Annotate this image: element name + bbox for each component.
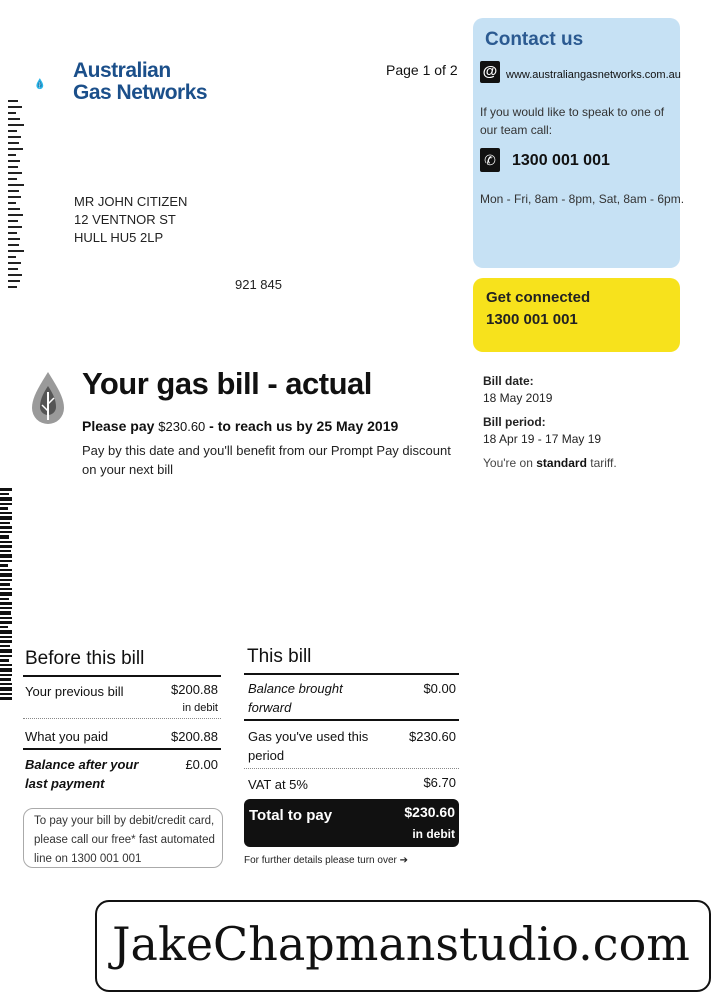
previous-bill-value: $200.88 [171, 682, 218, 697]
previous-bill-label: Your previous bill [25, 684, 124, 699]
gas-used-label: Gas you've used this period [248, 729, 369, 763]
contact-title: Contact us [485, 29, 584, 50]
balance-after-label: Balance after your last payment [25, 757, 139, 791]
vat-label: VAT at 5% [248, 777, 308, 792]
divider [23, 748, 221, 750]
bill-period-label: Bill period: [483, 415, 546, 429]
vat-value: $6.70 [423, 775, 456, 790]
bill-period: 18 Apr 19 - 17 May 19 [483, 432, 602, 446]
barcode [0, 488, 12, 710]
divider [244, 768, 459, 769]
balance-brought-forward-label: Balance brought forward [248, 681, 343, 715]
previous-bill-note: in debit [182, 702, 218, 714]
divider [244, 673, 459, 675]
address-street: 12 VENTNOR ST [74, 212, 176, 227]
gas-used-value: $230.60 [409, 729, 456, 744]
tariff-suffix: tariff. [586, 456, 617, 470]
total-value: $230.60 [404, 804, 455, 820]
watermark-text: JakeChapmanstudio.com [112, 917, 690, 971]
tariff-name: standard [536, 456, 587, 470]
bill-date-label: Bill date: [483, 374, 534, 388]
please-pay-suffix: - to reach us by 25 May 2019 [205, 418, 399, 434]
bill-date: 18 May 2019 [483, 391, 553, 405]
this-bill-title: This bill [247, 646, 312, 667]
phone-icon: ✆ [480, 148, 500, 172]
customer-name: MR JOHN CITIZEN [74, 194, 188, 209]
prompt-pay-text: Pay by this date and you'll benefit from our Prompt Pay discount on your next bill [82, 443, 451, 477]
contact-panel [473, 18, 680, 268]
reference-number: 921 845 [235, 277, 282, 292]
tariff-prefix: You're on [483, 456, 537, 470]
bill-info [483, 373, 601, 448]
get-connected-phone[interactable]: 1300 001 001 [486, 311, 578, 328]
leaf-drop-icon [30, 370, 66, 426]
address-city: HULL HU5 2LP [74, 230, 164, 245]
total-label: Total to pay [249, 807, 333, 824]
please-pay-amount: $230.60 [158, 419, 206, 434]
website-link[interactable]: www.australiangasnetworks.com.au [506, 69, 681, 81]
please-pay-line [82, 418, 398, 434]
total-note: in debit [412, 827, 455, 841]
tariff-text [483, 456, 617, 470]
before-bill-title: Before this bill [25, 648, 145, 669]
get-connected-title: Get connected [486, 289, 591, 306]
contact-phone[interactable]: 1300 001 001 [512, 152, 610, 169]
card-payment-text: To pay your bill by debit/credit card, please call our free* fast automated line on 1300 001 001 [34, 815, 215, 865]
customer-address [74, 193, 187, 247]
contact-hours: Mon - Fri, 8am - 8pm, Sat, 8am - 6pm. [480, 192, 685, 206]
divider [23, 675, 221, 677]
balance-after-value: £0.00 [185, 757, 218, 772]
divider [244, 719, 459, 721]
what-you-paid-label: What you paid [25, 729, 109, 744]
turn-over-note: For further details please turn over ➔ [244, 855, 409, 866]
at-icon: @ [480, 61, 500, 83]
divider [23, 718, 221, 719]
page-number: Page 1 of 2 [386, 62, 458, 78]
please-pay-prefix: Please pay [82, 418, 159, 434]
contact-speak-text: If you would like to speak to one of our team call: [480, 105, 665, 137]
logo-drop-icon [36, 56, 72, 112]
brand-logo-text: Australian Gas Networks [73, 59, 208, 104]
what-you-paid-value: $200.88 [171, 729, 218, 744]
balance-brought-forward-value: $0.00 [423, 681, 456, 696]
bill-title: Your gas bill - actual [82, 366, 372, 401]
registration-marks [8, 100, 24, 295]
